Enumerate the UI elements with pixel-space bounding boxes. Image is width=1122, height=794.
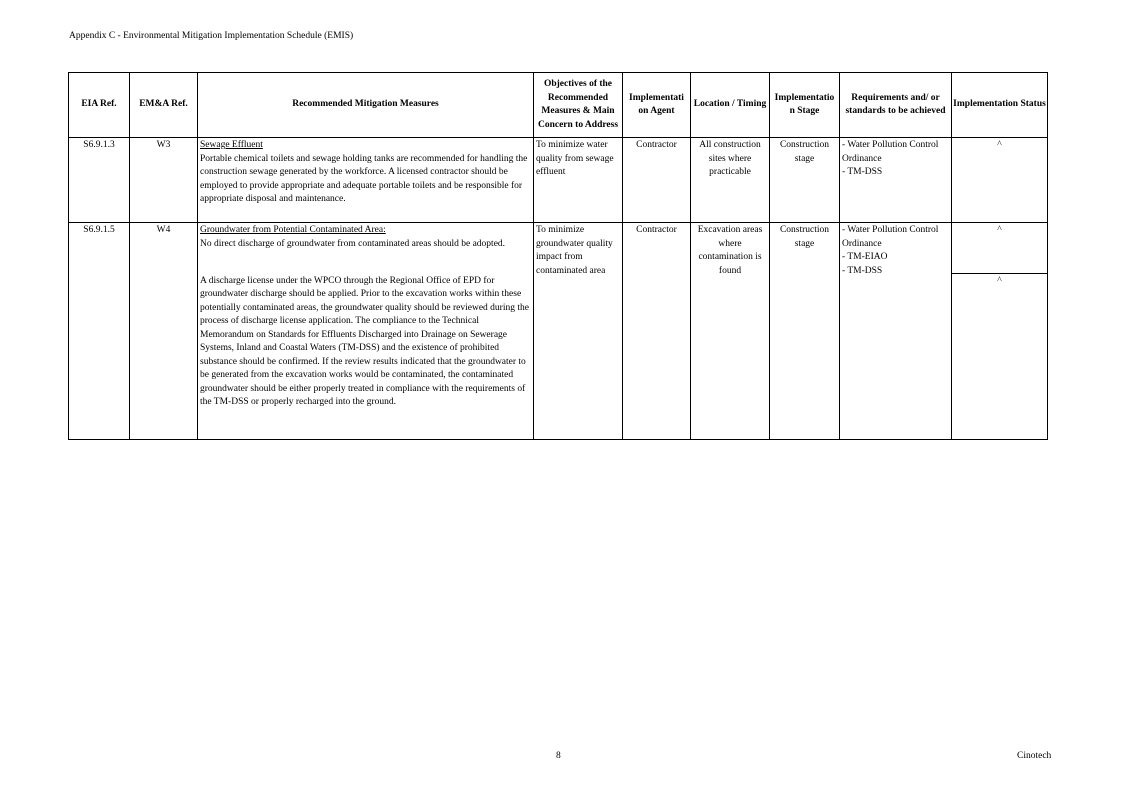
measure-text: No direct discharge of groundwater from contaminated areas should be adopted. — [200, 238, 506, 249]
stage-cell: Construction stage — [770, 223, 840, 440]
measure-title: Groundwater from Potential Contaminated Area: — [200, 225, 386, 235]
status-cell: ^ — [952, 223, 1048, 274]
table-row — [69, 138, 1048, 223]
location-cell: All construction sites where practicable — [691, 138, 770, 223]
header-requirements: Requirements and/ or standards to be achieved — [840, 73, 952, 138]
requirement-item: - Water Pollution Control Ordinance — [842, 140, 939, 164]
agent-cell: Contractor — [623, 223, 691, 440]
requirements-cell — [840, 223, 952, 440]
eia-ref-cell: S6.9.1.5 — [69, 223, 130, 440]
header-ema-ref: EM&A Ref. — [130, 73, 198, 138]
mitigation-measure-cell — [198, 274, 534, 440]
location-cell: Excavation areas where contamination is found — [691, 223, 770, 440]
agent-cell: Contractor — [623, 138, 691, 223]
requirement-item: - TM-DSS — [842, 265, 883, 276]
objective-cell: To minimize water quality from sewage effluent — [534, 138, 623, 223]
header-implementation-stage: Implementatio n Stage — [770, 73, 840, 138]
mitigation-measure-cell — [198, 138, 534, 223]
document-header: Appendix C - Environmental Mitigation Implementation Schedule (EMIS) — [69, 31, 354, 41]
header-location-timing: Location / Timing — [691, 73, 770, 138]
objective-cell: To minimize groundwater quality impact from contaminated area — [534, 223, 623, 440]
ema-ref-cell: W4 — [130, 223, 198, 440]
stage-cell: Construction stage — [770, 138, 840, 223]
requirement-item: - TM-EIAO — [842, 252, 888, 262]
measure-text: Portable chemical toilets and sewage holding tanks are recommended for handling the construction sewage generated by the workforce. A licensed contractor should be employed to provide appropriate and adequate portable toilets and be responsible for appropriate disposal and maintenance. — [200, 153, 528, 204]
ema-ref-cell: W3 — [130, 138, 198, 223]
requirement-item: - TM-DSS — [842, 167, 883, 177]
emis-table — [68, 72, 1048, 440]
header-implementation-agent: Implementati on Agent — [623, 73, 691, 138]
header-mitigation-measures: Recommended Mitigation Measures — [198, 73, 534, 138]
measure-title: Sewage Effluent — [200, 140, 263, 150]
requirements-cell — [840, 138, 952, 223]
status-cell: ^ — [952, 138, 1048, 223]
header-eia-ref: EIA Ref. — [69, 73, 130, 138]
header-implementation-status: Implementation Status — [952, 73, 1048, 138]
status-cell: ^ — [952, 274, 1048, 440]
measure-text: A discharge license under the WPCO through the Regional Office of EPD for groundwater discharge should be applied. Prior to the excavation works within these potentially contaminated areas, the groundwater quality should be reviewed during the process of discharge license application. The compliance to the Technical Memorandum on Standards for Effluents Discharged into Drainage on Sewerage Systems, Inland and Coastal Waters (TM-DSS) and the existence of prohibited substance should be confirmed. If the review results indicated that the groundwater to be generated from the excavation works would be contaminated, the contaminated groundwater should be either properly treated in compliance with the requirements of the TM-DSS or properly recharged into the ground. — [200, 275, 529, 407]
page-number: 8 — [556, 751, 561, 761]
mitigation-measure-cell — [198, 223, 534, 274]
table-row — [69, 223, 1048, 274]
table-header-row — [69, 73, 1048, 138]
company-name: Cinotech — [1017, 751, 1052, 761]
requirement-item: - Water Pollution Control Ordinance — [842, 225, 939, 249]
eia-ref-cell: S6.9.1.3 — [69, 138, 130, 223]
header-objectives: Objectives of the Recommended Measures & Main Concern to Address — [534, 73, 623, 138]
